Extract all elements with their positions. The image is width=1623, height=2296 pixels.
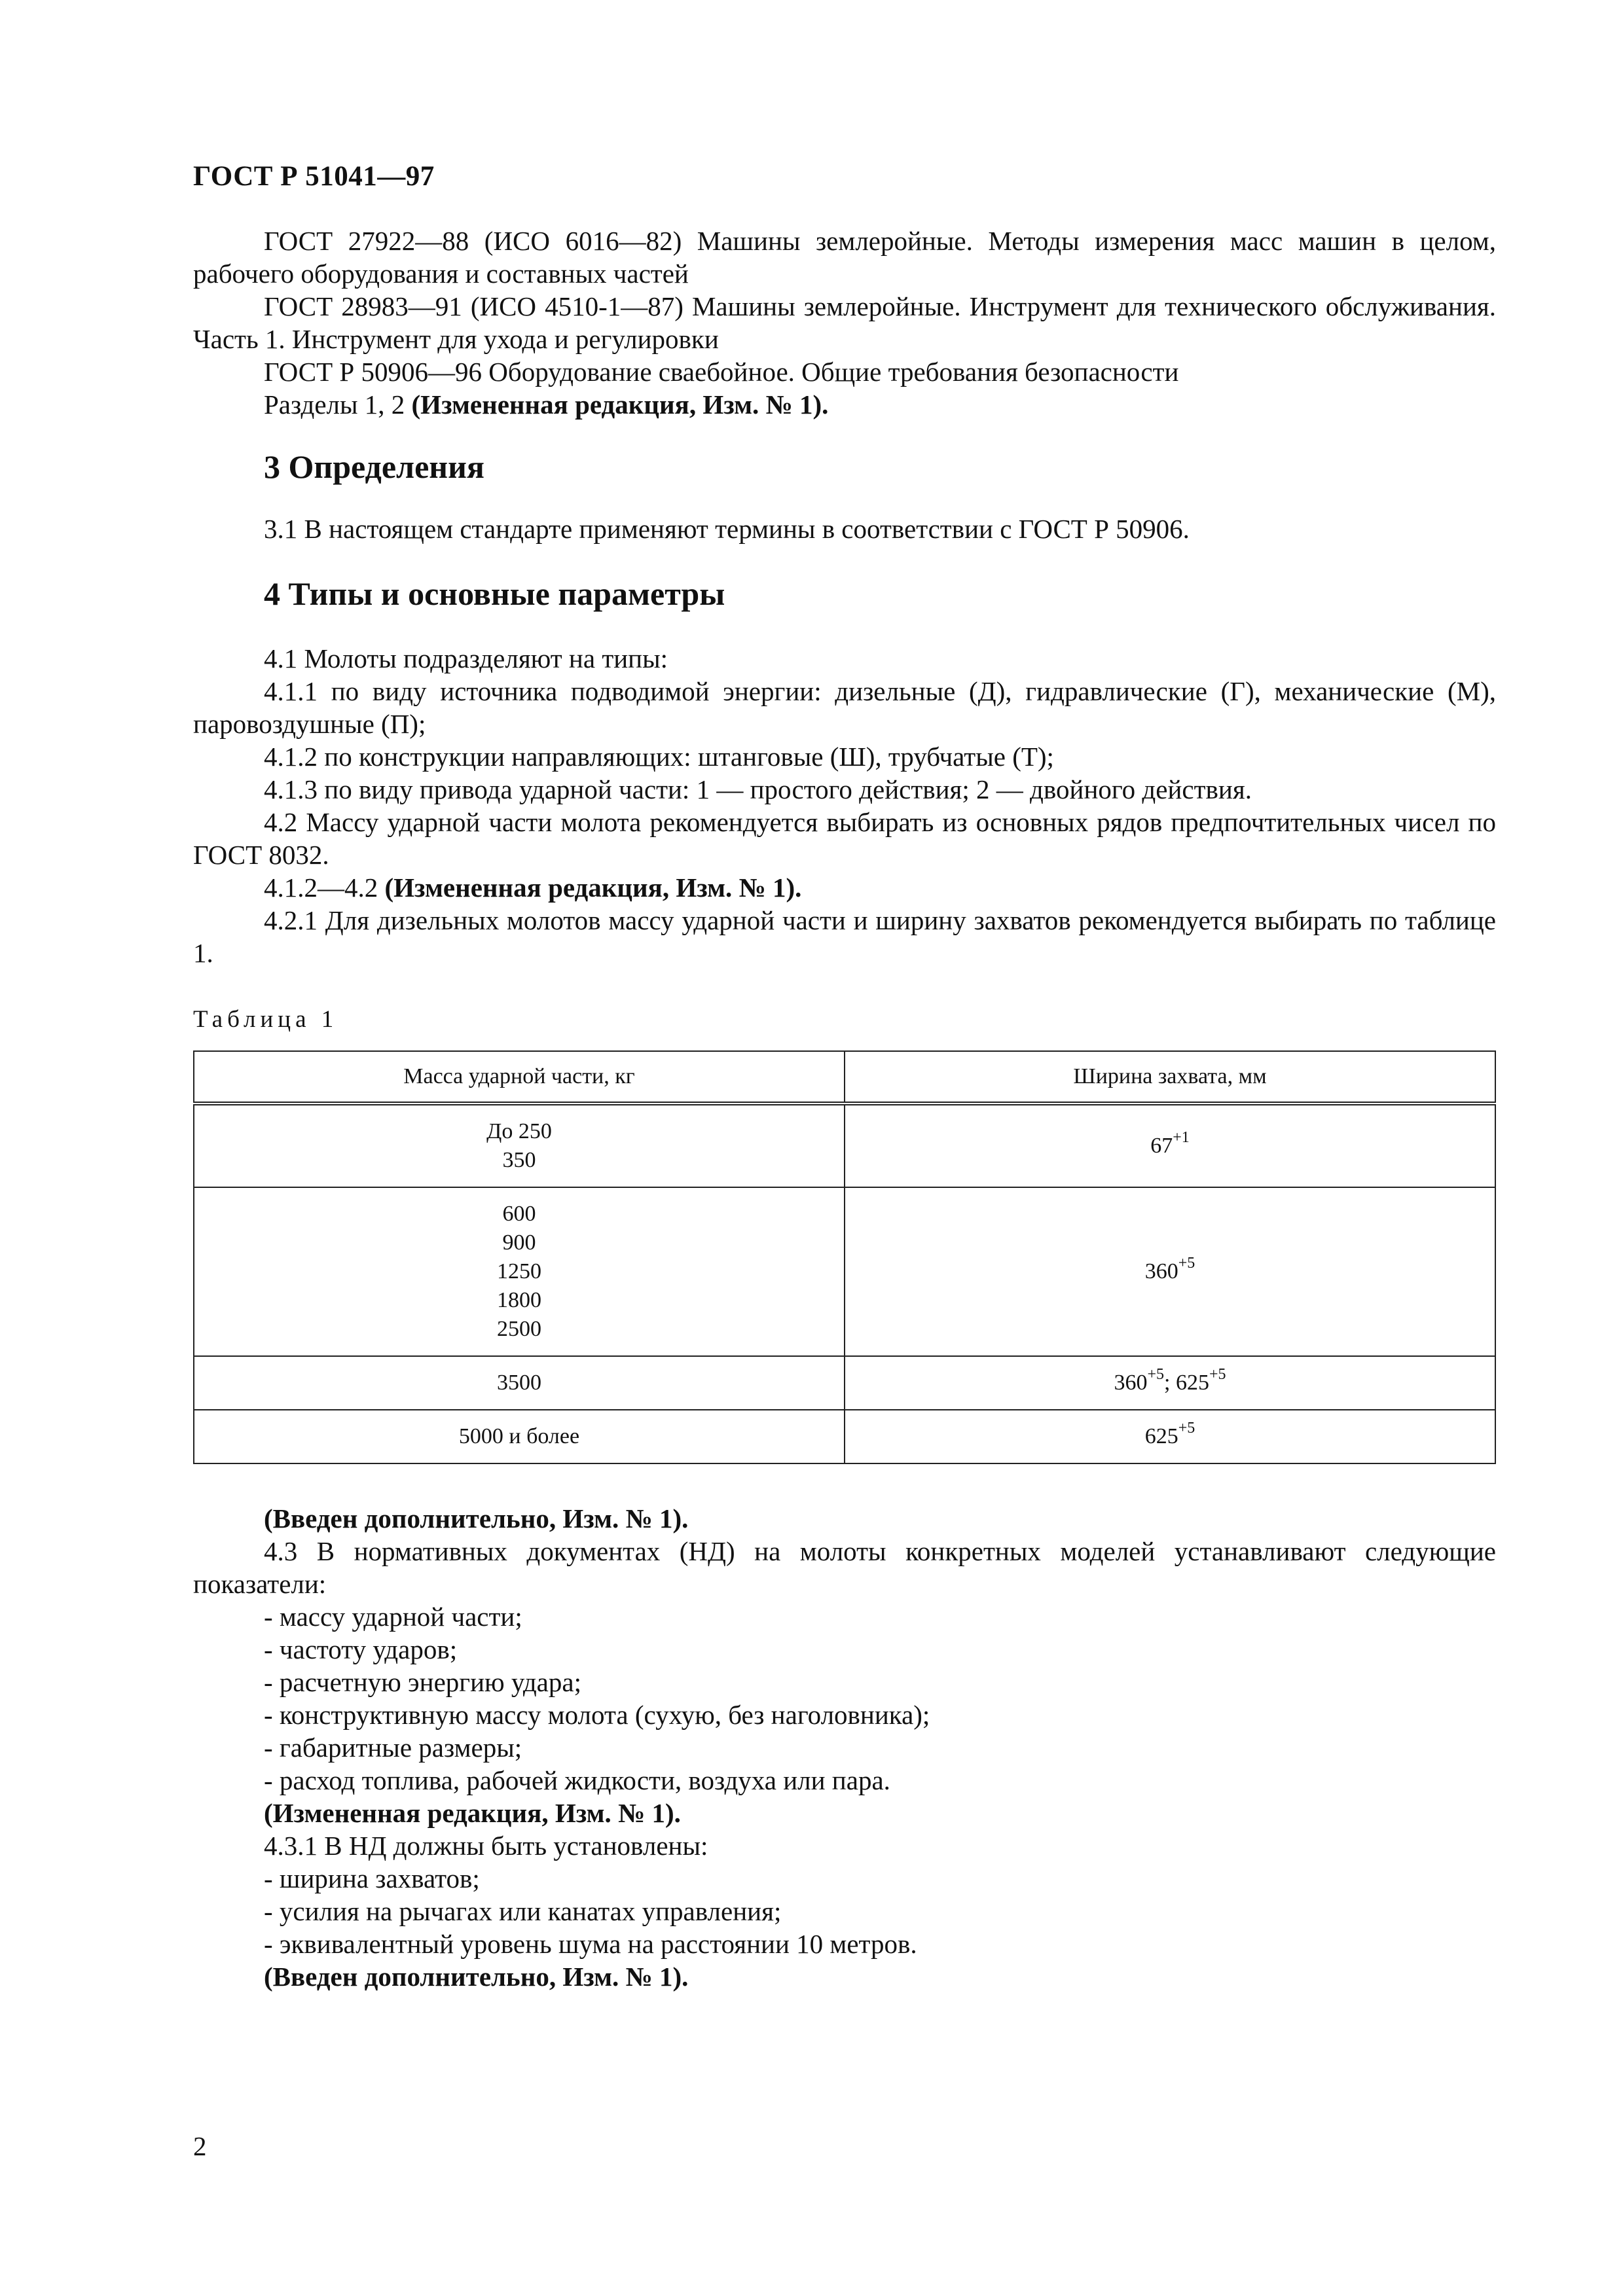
width-value: 360 (1114, 1371, 1148, 1395)
list-item: - эквивалентный уровень шума на расстоянии 10 метров. (264, 1929, 917, 1959)
running-header: ГОСТ Р 51041—97 (193, 161, 435, 192)
paragraph-4-3: 4.3 В нормативных документах (НД) на молоты конкретных моделей устанавливают следующие показатели: (193, 1536, 1496, 1599)
table-row (194, 1187, 1495, 1356)
mass-value: 350 (502, 1148, 536, 1172)
changed-note-4-3 (193, 1797, 1496, 1829)
section-4-heading: 4 Типы и основные параметры (264, 575, 725, 612)
introduced-note-2-text: (Введен дополнительно, Изм. № 1). (264, 1962, 689, 1992)
paragraph-4-3-1: 4.3.1 В НД должны быть установлены: (264, 1831, 708, 1861)
list-item: - габаритные размеры; (264, 1732, 522, 1763)
reference-gost-50906: ГОСТ Р 50906—96 Оборудование сваебойное. Общие требования безопасности (264, 357, 1179, 387)
sections-change-note (193, 388, 1496, 421)
table-body (194, 1103, 1495, 1463)
paragraph-4-1: 4.1 Молоты подразделяют на типы: (264, 643, 668, 673)
table-row (194, 1103, 1495, 1187)
list-item: - конструктивную массу молота (сухую, без наголовника); (264, 1700, 930, 1730)
mass-value: 900 (502, 1230, 536, 1255)
cell-width (845, 1187, 1495, 1356)
list-4-3-1 (193, 1862, 1496, 1960)
reference-gost-28983: ГОСТ 28983—91 (ИСО 4510-1—87) Машины землеройные. Инструмент для технического обслуживания. Часть 1. Инструмент для ухода и регулировки (193, 291, 1496, 354)
paragraph-3-1: 3.1 В настоящем стандарте применяют термины в соответствии с ГОСТ Р 50906. (264, 514, 1190, 544)
mass-value: 600 (502, 1202, 536, 1226)
table-header-row (194, 1051, 1495, 1103)
list-item: - массу ударной части; (264, 1602, 522, 1632)
mass-value: 1800 (497, 1288, 541, 1312)
change-prefix: 4.1.2—4.2 (264, 872, 385, 903)
list-item: - частоту ударов; (264, 1634, 458, 1664)
paragraph-4-2-1: 4.2.1 Для дизельных молотов массу ударной части и ширину захватов рекомендуется выбирать по таблице 1. (193, 905, 1496, 968)
list-item: - расход топлива, рабочей жидкости, воздуха или пара. (264, 1765, 890, 1795)
column-header-mass: Масса ударной части, кг (194, 1051, 845, 1103)
paragraph-4-1-3: 4.1.3 по виду привода ударной части: 1 — простого действия; 2 — двойного действия. (264, 774, 1252, 804)
width-tolerance: +5 (1178, 1255, 1195, 1272)
cell-width (845, 1103, 1495, 1187)
width-tolerance: +5 (1147, 1366, 1165, 1383)
width-value: 625 (1175, 1371, 1209, 1395)
cell-width (845, 1356, 1495, 1410)
reference-gost-27922: ГОСТ 27922—88 (ИСО 6016—82) Машины землеройные. Методы измерения масс машин в целом, рабочего оборудования и составных частей (193, 226, 1496, 289)
table-1 (193, 1050, 1496, 1464)
after-table-block (193, 1502, 1496, 1993)
list-item: - усилия на рычагах или канатах управления; (264, 1896, 782, 1926)
width-tolerance: +5 (1209, 1366, 1226, 1383)
sections-change-text: Разделы 1, 2 (264, 389, 412, 420)
paragraph-4-1-2-4-2-change (193, 871, 1496, 904)
paragraph-4-1-1: 4.1.1 по виду источника подводимой энергии: дизельные (Д), гидравлические (Г), механические (М), паровоздушные (П); (193, 676, 1496, 739)
width-value: 360 (1144, 1259, 1178, 1283)
mass-value: 2500 (497, 1317, 541, 1341)
section-3-heading: 3 Определения (264, 448, 484, 485)
changed-note-4-3-text: (Измененная редакция, Изм. № 1). (264, 1798, 681, 1828)
mass-value: 1250 (497, 1259, 541, 1283)
width-tolerance: +1 (1173, 1129, 1190, 1146)
table-caption: Таблица 1 (193, 1006, 338, 1033)
column-header-width: Ширина захвата, мм (845, 1051, 1495, 1103)
page-content (193, 160, 1496, 1993)
introduced-note-1 (193, 1502, 1496, 1535)
mass-value: 3500 (497, 1371, 541, 1395)
table-row (194, 1356, 1495, 1410)
sections-change-bold: (Измененная редакция, Изм. № 1). (411, 389, 829, 420)
page-number: 2 (193, 2131, 207, 2161)
width-value: 67 (1150, 1134, 1173, 1158)
cell-mass (194, 1356, 845, 1410)
mass-value: 5000 и более (458, 1424, 580, 1448)
width-tolerance: +5 (1178, 1420, 1195, 1437)
cell-mass (194, 1187, 845, 1356)
introduced-note-2 (193, 1960, 1496, 1993)
list-item: - расчетную энергию удара; (264, 1667, 581, 1697)
table-row (194, 1410, 1495, 1463)
list-4-3 (193, 1600, 1496, 1797)
list-item: - ширина захватов; (264, 1863, 480, 1893)
cell-mass (194, 1410, 845, 1463)
change-bold: (Измененная редакция, Изм. № 1). (384, 872, 802, 903)
mass-value: До 250 (486, 1119, 552, 1143)
cell-mass (194, 1103, 845, 1187)
cell-width (845, 1410, 1495, 1463)
width-value: 625 (1144, 1424, 1178, 1448)
paragraph-4-2: 4.2 Массу ударной части молота рекомендуется выбирать из основных рядов предпочтительных чисел по ГОСТ 8032. (193, 807, 1496, 870)
width-separator: ; (1164, 1371, 1176, 1395)
introduced-note-1-text: (Введен дополнительно, Изм. № 1). (264, 1503, 689, 1534)
paragraph-4-1-2: 4.1.2 по конструкции направляющих: штанговые (Ш), трубчатые (Т); (264, 742, 1054, 772)
